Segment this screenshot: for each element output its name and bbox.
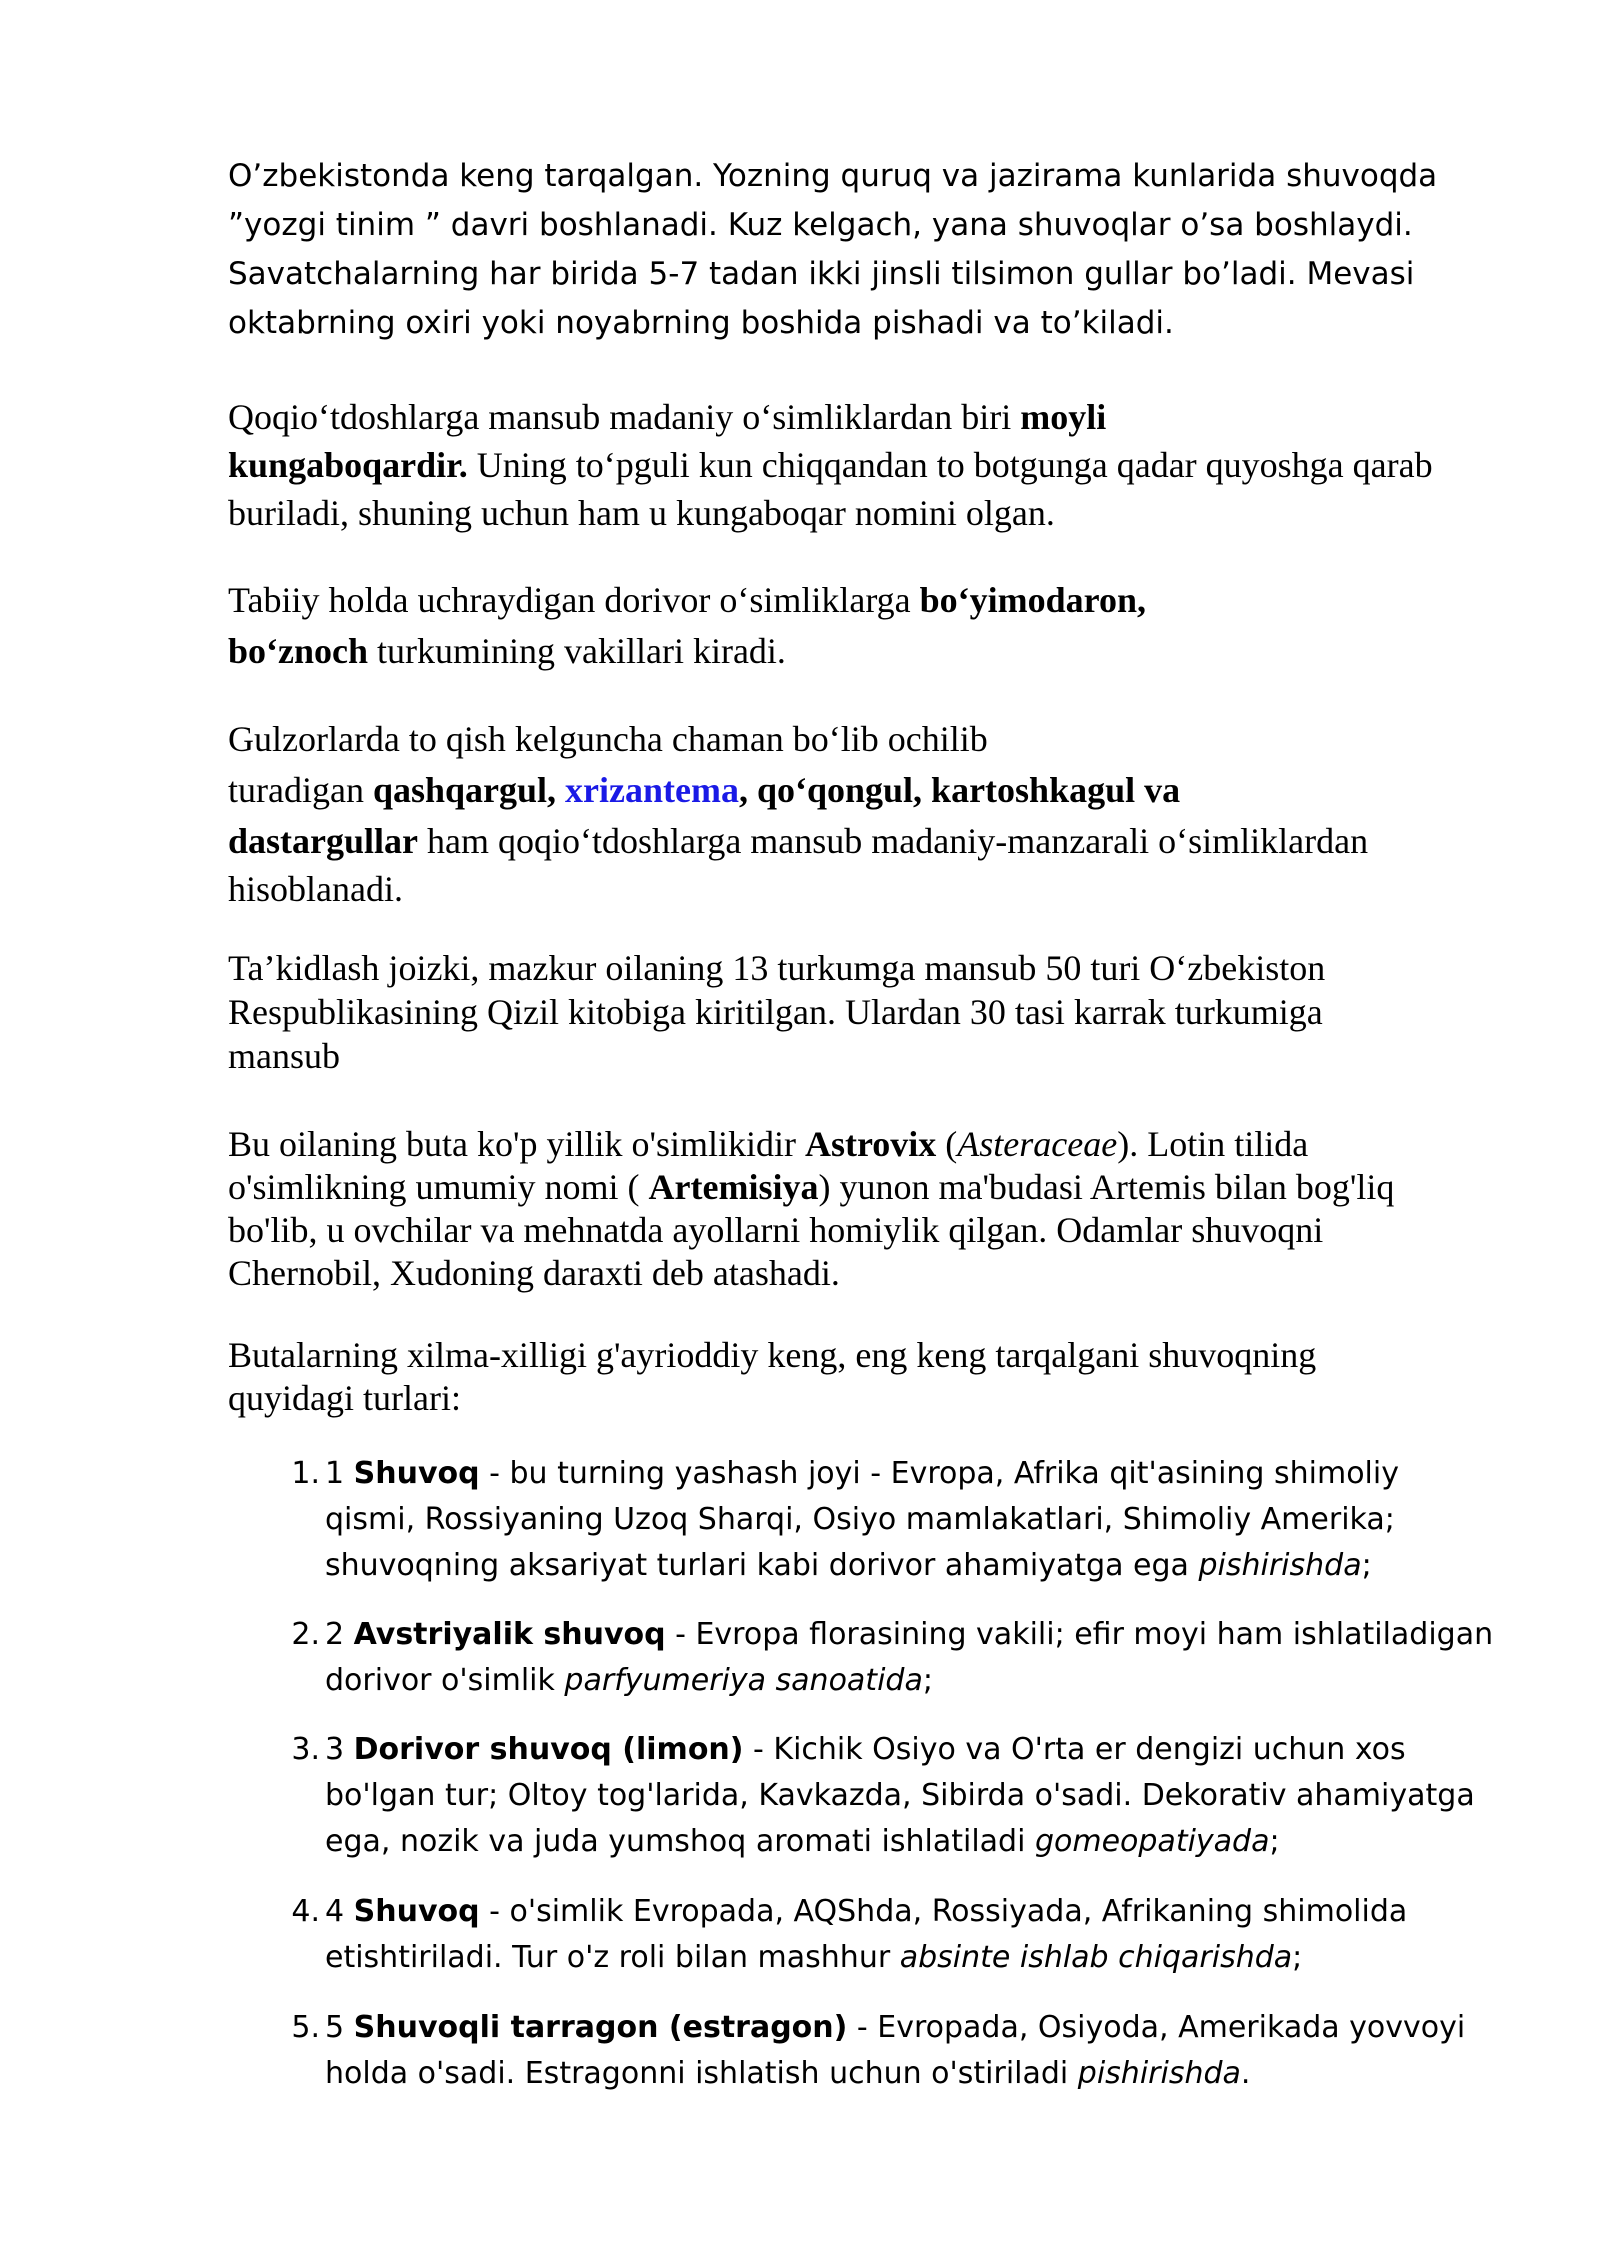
text-run: - bu turning yashash joyi - Evropa, Afrika qit'asining shimoliy [479,1456,1399,1491]
list-number: 1. [291,1456,320,1491]
text-line [325,2005,1550,2051]
text-run: ) yunon ma'budasi Artemis bilan bog'liq [818,1167,1395,1207]
paragraph-astrovix [228,1123,1548,1295]
text-line [228,765,1548,816]
text-line: Savatchalarning har birida 5-7 tadan ikki jinsli tilsimon gullar bo’ladi. Mevasi [228,256,1415,292]
text-line [228,441,1548,489]
list-item-body [325,1451,1550,1589]
text-run: . [1240,2056,1251,2091]
list-item [275,1451,1575,1591]
text-run: Tabiiy holda uchraydigan dorivor oʻsimliklarga [228,580,920,620]
text-run: o'simlikning umumiy nomi ( [228,1167,649,1207]
bold-term: Shuvoq [353,1456,480,1491]
text-line [228,1123,1548,1166]
paragraph-gulzorlar [228,714,1548,911]
text-line [228,575,1548,626]
text-run: ( [936,1124,958,1164]
text-line [228,393,1548,441]
bold-term: Shuvoq [353,1894,480,1929]
bold-term: kungaboqardir. [228,445,468,485]
text-line [325,1451,1550,1497]
paragraph-turlari [228,1334,1548,1420]
list-number: 2. [291,1617,320,1652]
text-line [325,1889,1550,1935]
text-line [228,626,1548,677]
italic-term: parfyumeriya sanoatida [564,1663,923,1698]
text-line [228,816,1548,867]
text-run: - Evropa florasining vakili; efir moyi ham ishlatiladigan [665,1617,1494,1652]
text-run: ). Lotin tilida [1117,1124,1309,1164]
italic-term: Asteraceae [957,1124,1118,1164]
text-line [325,1935,1550,1981]
bold-term: dastargullar [228,821,419,861]
list-number: 4. [291,1894,320,1929]
highlighted-term: xrizantema [565,770,739,810]
text-run: Bu oilaning buta ko'p yillik o'simlikidir [228,1124,805,1164]
text-run: - o'simlik Evropada, AQShda, Rossiyada, Afrikaning shimolida [479,1894,1408,1929]
text-line: oktabrning oxiri yoki noyabrning boshida pishadi va to’kiladi. [228,305,1174,341]
list-item-body [325,1889,1550,1981]
text-run: dorivor o'simlik [325,1663,565,1698]
bold-term: , qoʻqongul, kartoshkagul va [738,770,1181,810]
bold-term: boʻyimodaron, [919,580,1147,620]
text-line: Taʼkidlash joizki, mazkur oilaning 13 turkumga mansub 50 turi Oʻzbekiston [228,948,1326,988]
text-run: Qoqioʻtdoshlarga mansub madaniy oʻsimliklardan biri [228,397,1021,437]
text-run: ; [922,1663,933,1698]
list-item [275,2005,1575,2100]
text-run: ; [1361,1548,1372,1583]
bold-term: boʻznoch [228,631,369,671]
italic-term: pishirishda [1077,2056,1241,2091]
list-number: 5. [291,2010,320,2045]
text-line: bo'lgan tur; Oltoy tog'larida, Kavkazda, Sibirda o'sadi. Dekorativ ahamiyatga [325,1778,1475,1813]
text-line [325,1612,1550,1658]
text-line [325,1819,1550,1865]
text-line: ”yozgi tinim ” davri boshlanadi. Kuz kelgach, yana shuvoqlar o’sa boshlaydi. [228,207,1413,243]
paragraph-qizil-kitob [228,946,1548,1078]
bold-term: Dorivor shuvoq (limon) [353,1732,744,1767]
paragraph-dorivor [228,575,1548,677]
list-item [275,1889,1575,1984]
text-run: turadigan [228,770,373,810]
text-run: ; [1292,1940,1303,1975]
paragraph-kungaboqar [228,393,1548,537]
list-number: 3. [291,1732,320,1767]
text-line [325,1658,1550,1704]
text-line: Chernobil, Xudoning daraxti deb atashadi. [228,1253,840,1293]
text-line [325,2051,1550,2097]
text-run: - Kichik Osiyo va O'rta er dengizi uchun xos [743,1732,1406,1767]
text-run: etishtiriladi. Tur o'z roli bilan mashhur [325,1940,900,1975]
list-item-body [325,1612,1550,1704]
text-line: O’zbekistonda keng tarqalgan. Yozning quruq va jazirama kunlarida shuvoqda [228,158,1438,194]
paragraph-intro [228,152,1548,348]
text-line: Butalarning xilma-xilligi g'ayrioddiy keng, eng keng tarqalgani shuvoqning [228,1335,1317,1375]
text-line: Gulzorlarda to qish kelguncha chaman boʻlib ochilib [228,719,988,759]
bold-term: moyli [1020,397,1107,437]
bold-term: Artemisiya [648,1167,819,1207]
text-run: ega, nozik va juda yumshoq aromati ishlatiladi [325,1824,1035,1859]
list-item [275,1612,1575,1707]
text-run: shuvoqning aksariyat turlari kabi dorivor ahamiyatga ega [325,1548,1199,1583]
text-run: 2 [325,1617,354,1652]
list-item-body [325,1727,1550,1865]
text-line: buriladi, shuning uchun ham u kungaboqar nomini olgan. [228,493,1055,533]
text-line [325,1727,1550,1773]
text-run: - Evropada, Osiyoda, Amerikada yovvoyi [847,2010,1466,2045]
text-run: turkumining vakillari kiradi. [368,631,786,671]
text-run: Uning toʻpguli kun chiqqandan to botgunga qadar quyoshga qarab [467,445,1433,485]
text-line [325,1543,1550,1589]
bold-term: Astrovix [804,1124,937,1164]
italic-term: absinte ishlab chiqarishda [899,1940,1293,1975]
text-line: quyidagi turlari: [228,1378,461,1418]
list-item-body [325,2005,1550,2097]
text-run: 3 [325,1732,354,1767]
text-run: ; [1269,1824,1280,1859]
text-line: mansub [228,1036,340,1076]
italic-term: pishirishda [1198,1548,1362,1583]
text-run: 1 [325,1456,354,1491]
text-run: 4 [325,1894,354,1929]
text-line: qismi, Rossiyaning Uzoq Sharqi, Osiyo mamlakatlari, Shimoliy Amerika; [325,1502,1395,1537]
text-line: hisoblanadi. [228,869,403,909]
text-run: 5 [325,2010,354,2045]
text-line: Respublikasining Qizil kitobiga kiritilgan. Ulardan 30 tasi karrak turkumiga [228,992,1323,1032]
text-run: holda o'sadi. Estragonni ishlatish uchun o'stiriladi [325,2056,1078,2091]
list-item [275,1727,1575,1867]
text-line [228,1166,1548,1209]
bold-term: Avstriyalik shuvoq [353,1617,666,1652]
text-line: bo'lib, u ovchilar va mehnatda ayollarni homiylik qilgan. Odamlar shuvoqni [228,1210,1324,1250]
bold-term: qashqargul, [372,770,566,810]
italic-term: gomeopatiyada [1034,1824,1270,1859]
bold-term: Shuvoqli tarragon (estragon) [353,2010,848,2045]
text-run: ham qoqioʻtdoshlarga mansub madaniy-manzarali oʻsimliklardan [418,821,1369,861]
